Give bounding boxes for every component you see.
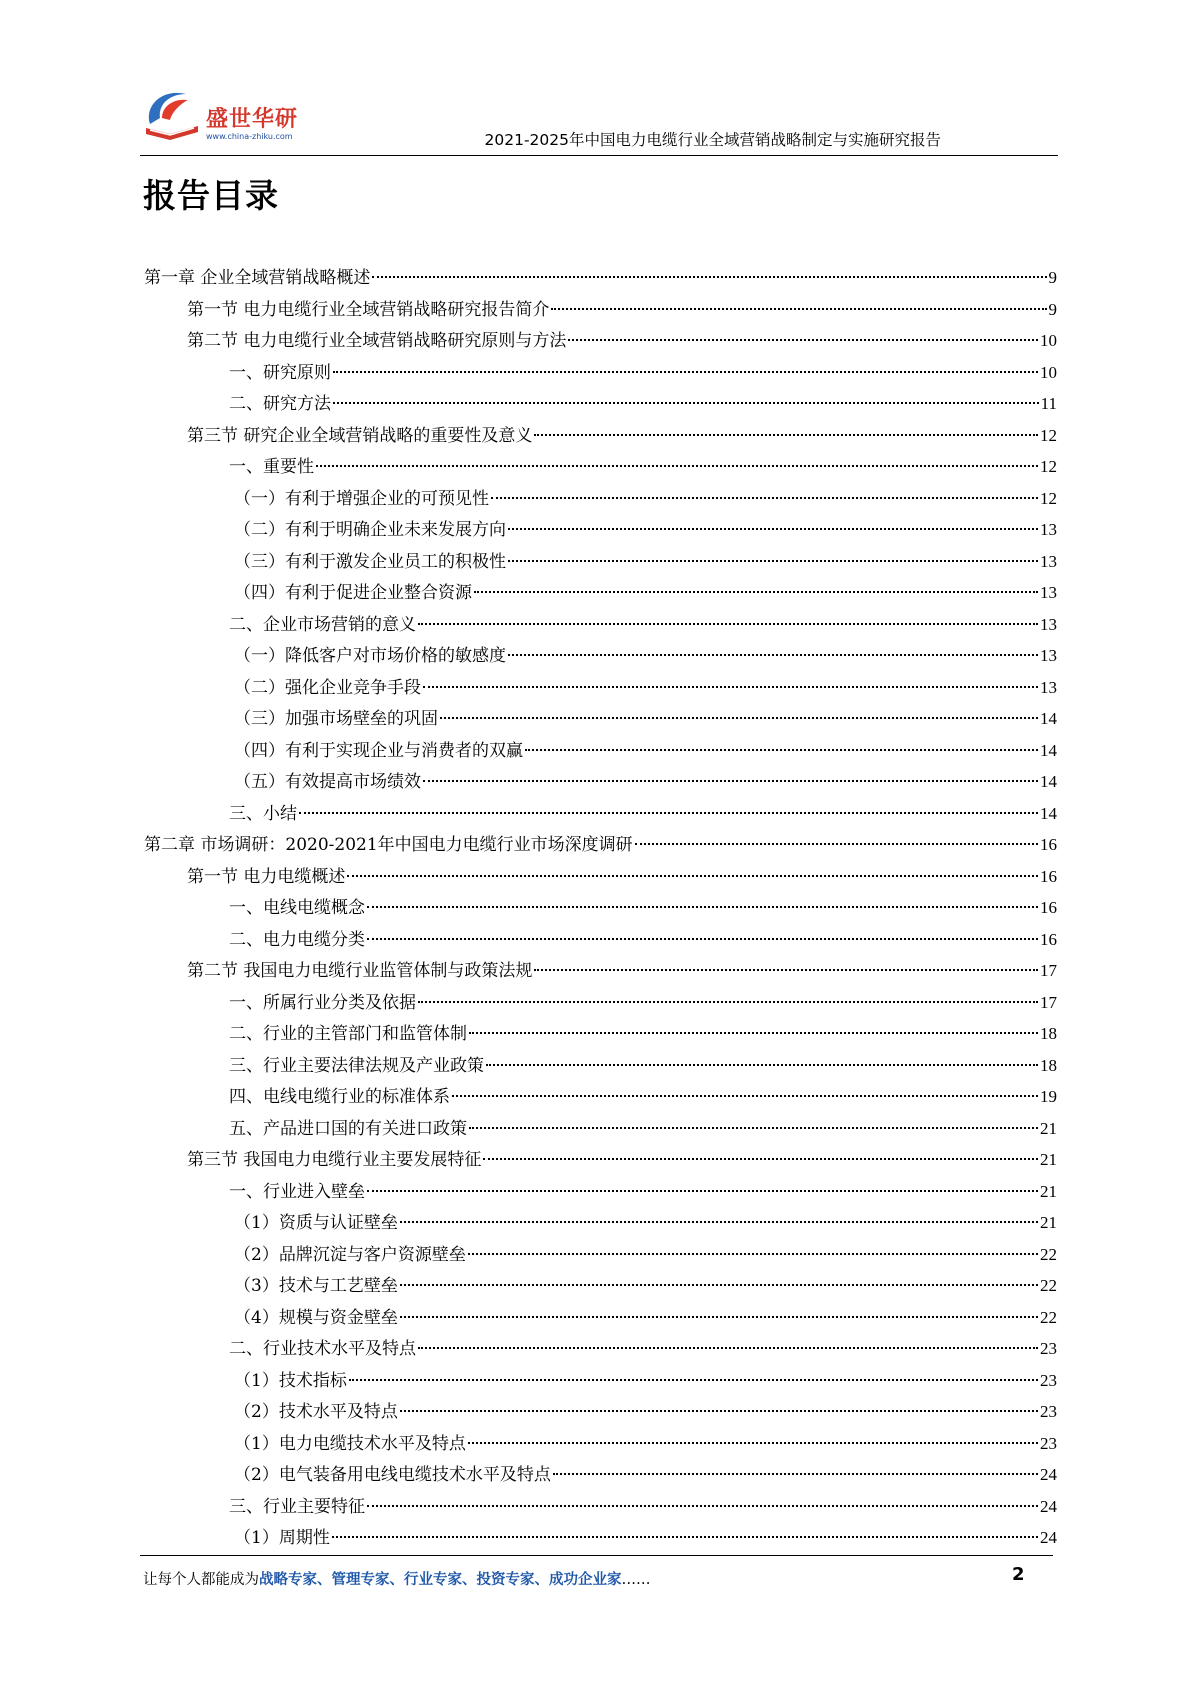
toc-dot-leader: [534, 969, 1038, 971]
toc-entry-label: 一、所属行业分类及依据: [229, 992, 416, 1013]
toc-entry-page: 24: [1040, 1528, 1057, 1547]
toc-entry-page: 16: [1040, 835, 1057, 854]
toc-entry-label: （二）有利于明确企业未来发展方向: [234, 520, 506, 540]
logo-url: www.china-zhiku.com: [206, 132, 293, 141]
footer-highlight: 战略专家、管理专家、行业专家、投资专家、成功企业家: [259, 1571, 622, 1588]
toc-entry-label: （二）强化企业竞争手段: [234, 677, 421, 698]
toc-entry[interactable]: [144, 514, 1057, 546]
toc-dot-leader: [483, 1158, 1038, 1160]
toc-dot-leader: [400, 1284, 1038, 1286]
toc-entry-label: 二、电力电缆分类: [229, 929, 365, 950]
toc-entry-page: 21: [1040, 1213, 1057, 1232]
toc-entry[interactable]: [144, 357, 1057, 389]
toc-dot-leader: [418, 623, 1038, 625]
toc-dot-leader: [367, 906, 1038, 908]
footer-suffix: ……: [621, 1572, 651, 1588]
toc-entry[interactable]: [144, 955, 1057, 987]
toc-entry-label: 四、电线电缆行业的标准体系: [229, 1087, 450, 1107]
toc-entry[interactable]: [144, 1365, 1057, 1397]
toc-dot-leader: [469, 1032, 1038, 1034]
toc-entry-label: （3）技术与工艺壁垒: [234, 1276, 398, 1296]
toc-entry-page: 21: [1040, 1181, 1057, 1201]
toc-dot-leader: [486, 1064, 1038, 1066]
toc-dot-leader: [367, 1505, 1038, 1507]
toc-entry-label: 第二节 我国电力电缆行业监管体制与政策法规: [187, 961, 533, 981]
toc-dot-leader: [316, 465, 1038, 467]
toc-entry[interactable]: [144, 672, 1057, 704]
toc-entry[interactable]: [144, 1207, 1057, 1239]
toc-entry[interactable]: [144, 640, 1057, 672]
toc-entry-page: 9: [1048, 268, 1057, 287]
toc-entry-page: 13: [1040, 583, 1057, 602]
toc-dot-leader: [418, 1347, 1038, 1349]
toc-entry[interactable]: [144, 829, 1057, 861]
toc-dot-leader: [332, 1536, 1038, 1538]
toc-entry-page: 24: [1040, 1496, 1057, 1516]
toc-entry-label: （2）电气装备用电线电缆技术水平及特点: [234, 1465, 551, 1485]
toc-entry-page: 16: [1040, 929, 1057, 949]
toc-entry[interactable]: [144, 294, 1057, 326]
toc-entry-page: 12: [1040, 457, 1057, 476]
toc-entry-label: （4）规模与资金壁垒: [234, 1307, 398, 1328]
toc-entry[interactable]: [144, 1081, 1057, 1113]
toc-entry[interactable]: [144, 735, 1057, 767]
toc-entry[interactable]: [144, 1050, 1057, 1082]
toc-entry[interactable]: [144, 1018, 1057, 1050]
toc-entry[interactable]: [144, 1428, 1057, 1460]
toc-entry-label: 二、企业市场营销的意义: [229, 614, 416, 635]
toc-dot-leader: [469, 1127, 1038, 1129]
toc-entry-page: 16: [1040, 866, 1057, 886]
toc-entry-label: 五、产品进口国的有关进口政策: [229, 1118, 467, 1139]
toc-entry[interactable]: [144, 1239, 1057, 1271]
toc-entry[interactable]: [144, 1176, 1057, 1208]
toc-entry-page: 10: [1040, 362, 1057, 382]
toc-entry-page: 12: [1040, 488, 1057, 508]
toc-entry-page: 14: [1040, 740, 1057, 760]
toc-entry[interactable]: [144, 924, 1057, 956]
toc-entry-label: （三）有利于激发企业员工的积极性: [234, 551, 506, 572]
page-number: 2: [1012, 1564, 1025, 1585]
toc-dot-leader: [468, 1442, 1038, 1444]
toc-entry-label: 二、行业技术水平及特点: [229, 1339, 416, 1359]
toc-dot-leader: [347, 875, 1038, 877]
toc-entry-label: 第一节 电力电缆行业全域营销战略研究报告简介: [187, 299, 550, 320]
footer-divider: [140, 1555, 1053, 1556]
toc-dot-leader: [551, 308, 1046, 310]
toc-dot-leader: [491, 497, 1038, 499]
toc-entry-page: 13: [1040, 614, 1057, 634]
toc-entry[interactable]: [144, 861, 1057, 893]
toc-entry[interactable]: [144, 1302, 1057, 1334]
toc-entry-page: 17: [1040, 992, 1057, 1012]
toc-dot-leader: [440, 717, 1038, 719]
header-divider: [140, 155, 1058, 156]
toc-dot-leader: [452, 1095, 1038, 1097]
toc-dot-leader: [400, 1316, 1038, 1318]
toc-entry-label: （1）技术指标: [234, 1370, 347, 1391]
toc-entry[interactable]: [144, 1459, 1057, 1491]
toc-dot-leader: [400, 1410, 1038, 1412]
toc-entry[interactable]: [144, 325, 1057, 357]
toc-entry-page: 13: [1040, 646, 1057, 665]
logo-name: 盛世华研: [206, 107, 299, 132]
toc-entry-label: 第二章 市场调研：2020-2021年中国电力电缆行业市场深度调研: [144, 835, 633, 855]
toc-dot-leader: [333, 402, 1039, 404]
toc-entry-label: （一）有利于增强企业的可预见性: [234, 488, 489, 509]
toc-entry-label: （2）品牌沉淀与客户资源壁垒: [234, 1244, 466, 1265]
toc-entry-page: 24: [1040, 1465, 1057, 1484]
toc-entry[interactable]: [144, 1491, 1057, 1523]
toc-entry-page: 11: [1040, 394, 1057, 413]
toc-dot-leader: [372, 276, 1046, 278]
toc-dot-leader: [553, 1473, 1038, 1475]
toc-dot-leader: [508, 528, 1038, 530]
toc-entry-label: 二、行业的主管部门和监管体制: [229, 1024, 467, 1044]
toc-dot-leader: [367, 938, 1038, 940]
toc-entry-label: 一、行业进入壁垒: [229, 1181, 365, 1202]
toc-entry-label: 第二节 电力电缆行业全域营销战略研究原则与方法: [187, 331, 567, 351]
toc-entry[interactable]: [144, 546, 1057, 578]
toc-entry-page: 23: [1040, 1370, 1057, 1390]
toc-entry-label: 一、重要性: [229, 457, 314, 477]
toc-entry-page: 10: [1040, 331, 1057, 350]
toc-entry-page: 19: [1040, 1087, 1057, 1106]
toc-entry-label: 第三节 我国电力电缆行业主要发展特征: [187, 1150, 482, 1170]
toc-dot-leader: [635, 843, 1038, 845]
toc-dot-leader: [508, 654, 1038, 656]
toc-dot-leader: [418, 1001, 1038, 1003]
toc-entry-label: 三、行业主要法律法规及产业政策: [229, 1055, 484, 1076]
toc-entry-label: （三）加强市场壁垒的巩固: [234, 709, 438, 729]
toc-entry-label: 一、研究原则: [229, 362, 331, 383]
toc-entry[interactable]: [144, 798, 1057, 830]
toc-entry-page: 18: [1040, 1055, 1057, 1075]
toc-entry-label: （五）有效提高市场绩效: [234, 772, 421, 792]
toc-entry-label: （1）资质与认证壁垒: [234, 1213, 398, 1233]
toc-entry-page: 14: [1040, 803, 1057, 823]
toc-dot-leader: [474, 591, 1038, 593]
toc-dot-leader: [400, 1221, 1038, 1223]
toc-entry[interactable]: [144, 262, 1057, 294]
toc-entry-page: 13: [1040, 520, 1057, 539]
toc-entry-label: （一）降低客户对市场价格的敏感度: [234, 646, 506, 666]
toc-entry-page: 22: [1040, 1244, 1057, 1264]
toc-entry[interactable]: [144, 1396, 1057, 1428]
toc-entry-page: 23: [1040, 1402, 1057, 1421]
toc-entry[interactable]: [144, 1144, 1057, 1176]
toc-entry-page: 23: [1040, 1433, 1057, 1453]
toc-entry-page: 17: [1040, 961, 1057, 980]
toc-entry[interactable]: [144, 609, 1057, 641]
toc-entry-page: 13: [1040, 677, 1057, 697]
toc-entry-label: 一、电线电缆概念: [229, 898, 365, 918]
table-of-contents: [144, 262, 1057, 1554]
toc-entry-page: 21: [1040, 1150, 1057, 1169]
toc-entry-label: （四）有利于实现企业与消费者的双赢: [234, 740, 523, 761]
toc-entry-label: 第一章 企业全域营销战略概述: [144, 268, 371, 288]
toc-entry-page: 18: [1040, 1024, 1057, 1043]
toc-entry-page: 14: [1040, 772, 1057, 791]
toc-entry-label: （1）电力电缆技术水平及特点: [234, 1433, 466, 1454]
toc-entry-label: 二、研究方法: [229, 394, 331, 414]
toc-entry[interactable]: [144, 1522, 1057, 1554]
toc-entry[interactable]: [144, 420, 1057, 452]
toc-entry[interactable]: [144, 451, 1057, 483]
toc-entry-page: 23: [1040, 1339, 1057, 1358]
toc-entry[interactable]: [144, 766, 1057, 798]
toc-entry-label: （1）周期性: [234, 1528, 330, 1548]
toc-entry-page: 14: [1040, 709, 1057, 728]
page-title: 报告目录: [143, 176, 279, 215]
toc-dot-leader: [534, 434, 1038, 436]
company-logo: [140, 84, 310, 148]
toc-dot-leader: [367, 1190, 1038, 1192]
toc-entry-label: 三、小结: [229, 803, 297, 824]
toc-entry-label: 第一节 电力电缆概述: [187, 866, 346, 887]
toc-entry-label: （2）技术水平及特点: [234, 1402, 398, 1422]
toc-entry-label: 第三节 研究企业全域营销战略的重要性及意义: [187, 425, 533, 446]
toc-entry-label: 三、行业主要特征: [229, 1496, 365, 1517]
toc-entry[interactable]: [144, 483, 1057, 515]
toc-dot-leader: [333, 371, 1038, 373]
toc-entry-page: 22: [1040, 1307, 1057, 1327]
toc-dot-leader: [349, 1379, 1038, 1381]
footer-slogan: [143, 1568, 651, 1589]
toc-entry[interactable]: [144, 703, 1057, 735]
toc-dot-leader: [423, 686, 1038, 688]
toc-dot-leader: [568, 339, 1038, 341]
toc-dot-leader: [299, 812, 1038, 814]
toc-entry-page: 12: [1040, 425, 1057, 445]
toc-entry[interactable]: [144, 1333, 1057, 1365]
toc-entry[interactable]: [144, 892, 1057, 924]
logo-book-icon: [140, 84, 204, 146]
footer-prefix: 让每个人都能成为: [143, 1572, 259, 1588]
toc-entry-page: 22: [1040, 1276, 1057, 1295]
toc-dot-leader: [508, 560, 1038, 562]
toc-entry-page: 9: [1048, 299, 1057, 319]
toc-entry[interactable]: [144, 1113, 1057, 1145]
toc-entry[interactable]: [144, 388, 1057, 420]
toc-entry-label: （四）有利于促进企业整合资源: [234, 583, 472, 603]
toc-dot-leader: [525, 749, 1038, 751]
toc-entry[interactable]: [144, 577, 1057, 609]
toc-dot-leader: [423, 780, 1038, 782]
toc-entry[interactable]: [144, 987, 1057, 1019]
toc-entry[interactable]: [144, 1270, 1057, 1302]
toc-entry-page: 16: [1040, 898, 1057, 917]
report-title: 2021-2025年中国电力电缆行业全域营销战略制定与实施研究报告: [484, 131, 941, 149]
toc-entry-page: 13: [1040, 551, 1057, 571]
toc-dot-leader: [468, 1253, 1038, 1255]
toc-entry-page: 21: [1040, 1118, 1057, 1138]
